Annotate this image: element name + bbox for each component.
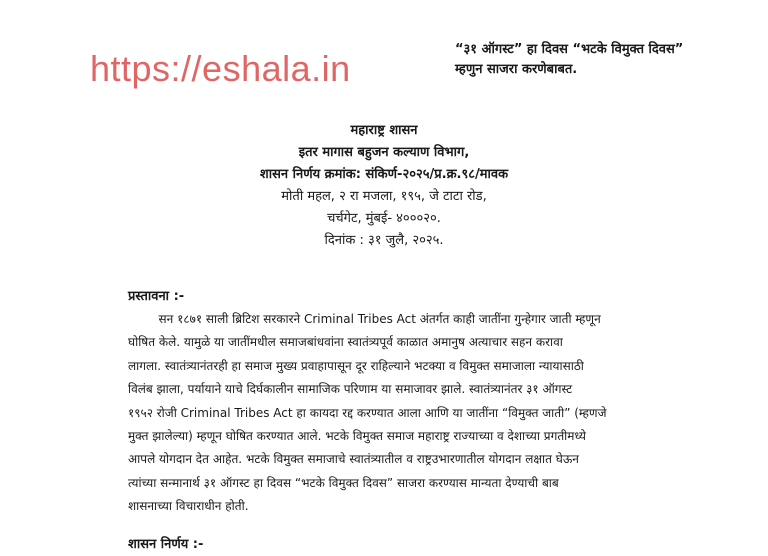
subject-block [455, 40, 755, 80]
department-name: इतर मागास बहुजन कल्याण विभाग, [298, 145, 470, 160]
preamble-line: विलंब झाला, पर्यायाने याचे दिर्घकालीन सामाजिक परिणाम या समाजावर झाले. स्वातंत्र्यानंतर ३१ ऑगस्ट [128, 382, 573, 397]
decision-title: शासन निर्णय :- [128, 537, 204, 552]
preamble-line: १९५२ रोजी Criminal Tribes Act हा कायदा रद्द करण्यात आला आणि या जातींना “विमुक्त जाती” (म्हणजे [128, 405, 607, 420]
preamble-line: त्यांच्या सन्मानार्थ ३१ ऑगस्ट हा दिवस “भटके विमुक्त दिवस” साजरा करण्यास मान्यता देण्याची बाब [128, 475, 559, 490]
address-line-1: मोती महल, २ रा मजला, १९५, जे टाटा रोड, [281, 189, 487, 204]
preamble-line: घोषित केले. यामुळे या जातींमधील समाजबांधवांना स्वातंत्र्यपूर्व काळात अमानुष अत्याचार सहन करावा [128, 335, 563, 350]
preamble-title: प्रस्तावना :- [128, 289, 185, 304]
letter-header [0, 120, 768, 252]
preamble-paragraph [128, 308, 760, 519]
government-name: महाराष्ट्र शासन [350, 123, 418, 138]
preamble-line: शासनाच्या विचाराधीन होती. [128, 499, 249, 514]
issue-date: दिनांक : ३१ जुलै, २०२५. [324, 233, 444, 248]
preamble-line: आपले योगदान देत आहेत. भटके विमुक्त समाजाचे स्वातंत्र्यातील व राष्ट्रउभारणातील योगदान लक्षात घेऊन [128, 452, 579, 467]
preamble-line: सन १८७१ साली ब्रिटिश सरकारने Criminal Tribes Act अंतर्गत काही जातींना गुन्हेगार जाती म्हणून [128, 312, 601, 326]
subject-line-2: म्हणुन साजरा करणेबाबत. [455, 62, 578, 77]
subject-line-1: “३१ ऑगस्ट” हा दिवस “भटके विमुक्त दिवस” [455, 42, 684, 57]
resolution-number: शासन निर्णय क्रमांक: संकिर्ण-२०२५/प्र.क्र.९८/मावक [259, 167, 509, 182]
address-line-2: चर्चगेट, मुंबई- ४०००२०. [327, 211, 441, 226]
preamble-line: लागला. स्वातंत्र्यानंतरही हा समाज मुख्य प्रवाहापासून दूर राहिल्याने भटक्या व विमुक्त समाजाला न्यायासाठी [128, 358, 584, 373]
watermark-url: https://eshala.in [90, 48, 351, 89]
preamble-line: मुक्त झालेल्या) म्हणून घोषित करण्यात आले. भटके विमुक्त समाज महाराष्ट्र राज्याच्या व देशाच्या प्रगतीमध्ये [128, 429, 586, 444]
